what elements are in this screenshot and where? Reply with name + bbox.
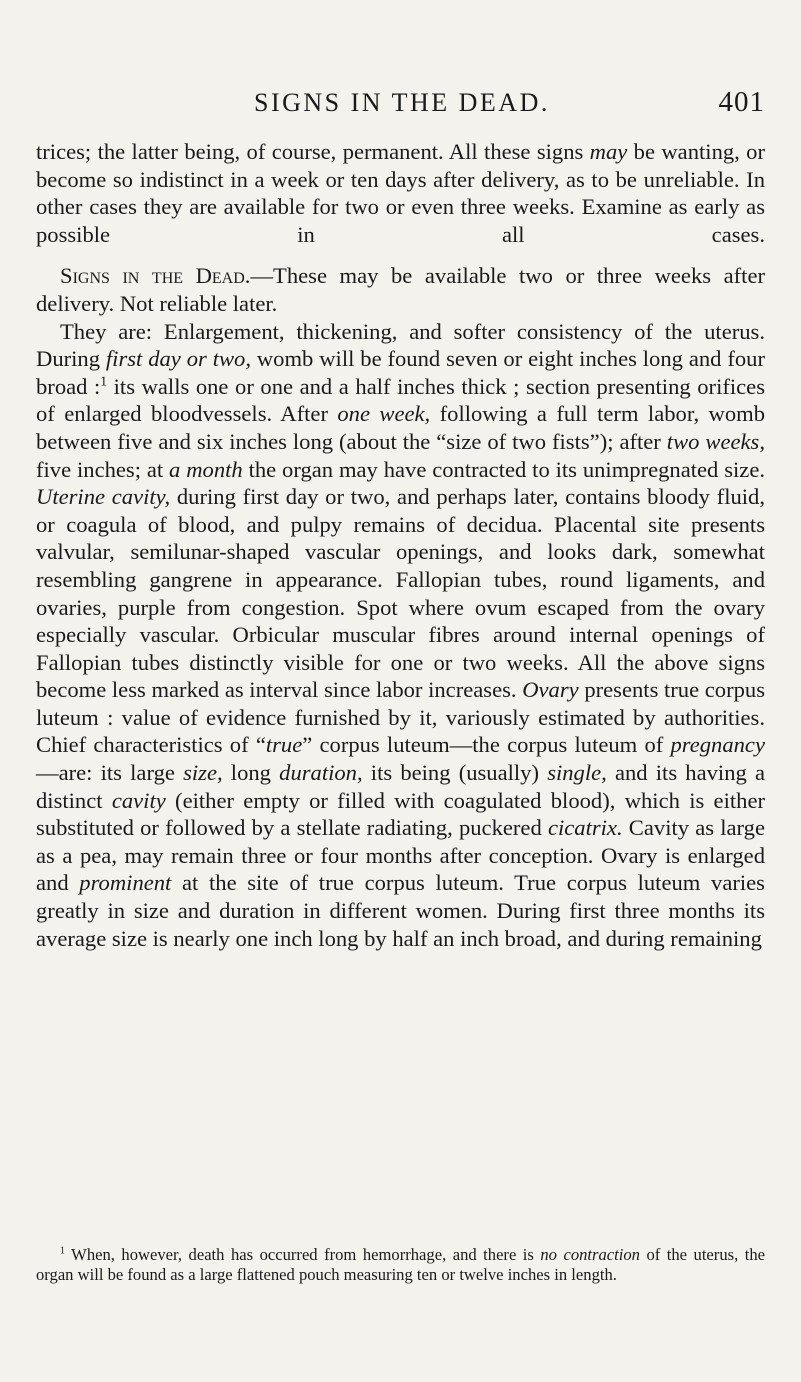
italic-text: one week, [337, 401, 431, 427]
italic-text: first day or two, [105, 346, 251, 372]
text-run: its walls one or one and a half inches thick ; section presenting orifices of enlarged bloodvessels. After [36, 373, 765, 427]
running-title: SIGNS IN THE DEAD. [254, 88, 550, 117]
italic-text: cicatrix. [547, 815, 623, 841]
paragraph [36, 318, 765, 953]
text-run: at the site of true corpus luteum. True corpus luteum varies greatly in size and duration in different women. During first three months its average size is nearly one inch long by half an inch broad, and during remaining [36, 870, 765, 951]
italic-text: cavity [111, 787, 166, 813]
text-run: womb will be found seven or eight inches long and four broad : [36, 346, 765, 399]
text-run: and its having a distinct [36, 760, 765, 813]
italic-text: may [589, 139, 628, 164]
footnote [36, 1245, 765, 1286]
italic-text: two weeks, [666, 428, 765, 454]
text-run: during first day or two, and perhaps later, contains bloody fluid, or coagula of blood, and pulpy remains of decidua. Placental site presents valvular, semilunar-shaped vascular openings, and looks dark, somewhat resembling gangrene in appearance. Fallopian tubes, round ligaments, and ovaries, purple from congestion. Spot where ovum escaped from the ovary especially vascular. Orbicular muscular fibres around internal openings of Fallopian tubes distinctly visible for one or two weeks. All the above signs become less marked as interval since labor increases. [36, 484, 765, 703]
italic-text: single, [547, 760, 607, 786]
text-run: Cavity as large as a pea, may remain three or four months after conception. Ovary is enlarged and [36, 815, 766, 896]
text-run: —These may be available two or three weeks after delivery. Not reliable later. [36, 263, 765, 316]
italic-text: prominent [79, 870, 172, 896]
page-number: 401 [718, 86, 765, 118]
text-run: the organ may have contracted to its unimpregnated size. [242, 456, 766, 482]
italic-text: Uterine cavity, [36, 484, 171, 510]
footnote-marker: 1 [100, 373, 108, 389]
italic-text: true [265, 732, 303, 758]
footnotes [36, 1245, 765, 1286]
italic-text: size, [183, 760, 223, 786]
italic-text: pregnancy [670, 732, 765, 758]
footnote-marker: 1 [60, 1245, 65, 1257]
italic-text: no contraction [540, 1245, 640, 1264]
text-run: trices; the latter being, of course, permanent. All these signs [36, 139, 590, 164]
text-run: be wanting, or become so indistinct in a week or ten days after delivery, as to be unreliable. In other cases they are available for two or even three weeks. Examine as early as possible in all cases. [36, 139, 765, 247]
text-run: its being (usually) [362, 760, 548, 786]
italic-text: Ovary [522, 677, 579, 703]
text-run: (either empty or filled with coagulated blood), which is either substituted or followed by a stellate radiating, puckered [36, 787, 765, 841]
paragraph [36, 262, 765, 317]
section-heading: Signs in the Dead. [60, 263, 251, 289]
text-run: —are: its large [36, 760, 184, 786]
italic-text: duration, [279, 760, 363, 786]
text-run: long [222, 760, 280, 786]
text-run: of the uterus, the organ will be found as a large flattened pouch measuring ten or twelve inches in length. [36, 1245, 765, 1285]
text-run: They are: Enlargement, thickening, and softer consistency of the uterus. During [36, 318, 765, 372]
text-run: ” corpus luteum—the corpus luteum of [302, 732, 671, 758]
text-run: presents true corpus luteum : value of evidence furnished by it, variously estimated by authorities. Chief characteristics of “ [36, 677, 766, 758]
italic-text: a month [169, 456, 243, 482]
text-run: following a full term labor, womb between five and six inches long (about the “size of two fists”); after [36, 401, 765, 454]
body-text [36, 138, 765, 952]
text-run: When, however, death has occurred from hemorrhage, and there is [64, 1245, 541, 1264]
text-run: five inches; at [36, 456, 170, 482]
paragraph [36, 138, 765, 248]
running-header [254, 86, 765, 119]
